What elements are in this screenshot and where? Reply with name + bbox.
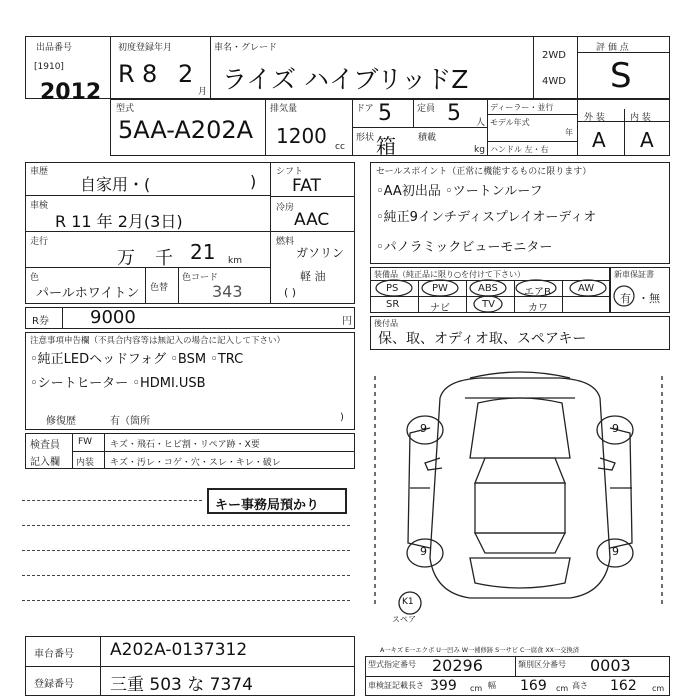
height-label: 高さ [572,681,588,690]
color-change-label: 色替 [150,283,169,293]
repair-label: 修復歴 [46,416,76,427]
color-code-label: 色コード [182,273,219,283]
wheel-mark-fr: 9 [612,422,619,435]
exterior-label: 外 装 [584,113,605,123]
type-label: 車歴 [30,167,49,177]
key-stamp [207,488,347,514]
mileage-label: 走行 [30,237,49,247]
equip-aw: AW [578,283,595,294]
wheel-mark-rl: 9 [420,545,427,558]
dealer-label: ディーラー・並行 [490,103,554,112]
recycle-box [25,307,355,329]
accessories-label: 後付品 [374,319,398,328]
spare-label: スペア [392,615,416,624]
type-designation-label: 型式指定番号 [368,660,416,669]
selling-label: セールスポイント（正常に機能するものに限ります） [376,167,592,177]
chassis-number: A202A-0137312 [110,640,248,660]
fw-label: FW [78,437,93,447]
month-unit: 月 [198,87,208,97]
km-unit: km [228,256,242,266]
category-number: 0003 [590,656,631,675]
equip-abs: ABS [478,283,498,294]
use-type: 自家用・( [80,175,151,194]
shift-value: FAT [292,176,321,196]
mileage-man: 万 [117,248,135,269]
recycle-unit: 円 [342,316,352,327]
recycle-label: R券 [32,316,49,327]
fuel-label: 燃料 [276,237,295,247]
capacity-label: 定員 [417,104,436,114]
notes-line1: ◦純正LEDヘッドフォグ ◦BSM ◦TRC [30,352,244,367]
inspector-label1: 検査員 [30,440,60,451]
interior-grade: A [640,128,654,152]
equipment-circles [370,267,670,313]
lot-label: 出品番号 [36,43,73,53]
warranty-yes: 有 [620,292,631,305]
shift-label: シフト [276,167,304,177]
model-year-label: モデル年式 [490,118,530,127]
width-label: 幅 [488,681,496,690]
equip-ps: PS [386,283,399,294]
selling-line3: ◦パノラミックビューモニター [376,240,553,255]
year-unit: 年 [565,128,573,137]
use-type-close: ) [250,172,257,191]
fuel-value: ガソリン [296,246,345,260]
person-unit: 人 [476,118,486,128]
lot-number: 2012 [40,80,102,105]
inspector-label2: 記入欄 [30,457,60,468]
equip-pw: PW [432,283,448,294]
length-label: 長さ [408,681,424,690]
plate-label: 登録番号 [34,679,74,690]
height-value: 162 [610,678,637,694]
equip-leather: カワ [528,303,548,314]
lot-code: [1910] [34,62,64,72]
repair-close: ) [340,412,344,423]
type-designation: 20296 [432,656,483,675]
equip-sr: SR [386,299,400,310]
inspection-label: 車検 [30,201,49,211]
equipment-label: 装備品（純正品に限り○を付けて下さい） [374,270,525,279]
era: R [118,60,135,88]
doors-label: ドア [356,104,374,114]
recycle-value: 9000 [90,307,136,328]
displacement: 1200 [276,124,327,148]
cooling-value: AAC [294,210,330,230]
equip-navi: ナビ [430,303,450,314]
dims-label: 車検証記載 [368,681,408,690]
exterior-grade: A [592,128,606,152]
newcar-label: 新車保証書 [614,270,654,279]
accessories-value: 保、取、オディオ取、スペアキー [378,331,587,347]
equip-tv: TV [482,299,495,310]
shape-label: 形状 [356,133,375,143]
car-name: ライズ ハイブリッドZ [222,65,469,94]
color-label: 色 [30,273,40,283]
fuel-alt: 軽 油 [300,270,326,283]
drive-2wd: 2WD [542,50,566,61]
interior-codes: キズ・汚レ・コゲ・穴・スレ・キレ・破レ [110,458,281,468]
interior-codes-label: 内装 [76,458,95,468]
selling-line1: ◦AA初出品 ◦ツートンルーフ [376,184,543,199]
car-diagram [370,358,670,633]
fuel-paren: ( ) [284,286,297,299]
reg-month: 2 [178,60,194,88]
capacity: 5 [447,101,461,126]
plate-number: 三重 503 な 7374 [110,675,253,695]
spare-mark: K1 [402,597,414,607]
displacement-label: 排気量 [270,104,298,114]
warranty-no: ・無 [638,292,660,305]
doors: 5 [378,101,392,126]
interior-label: 内 装 [630,113,651,123]
category-label: 類別区分番号 [518,660,566,669]
cooling-label: 冷房 [276,203,295,213]
wheel-mark-rr: 9 [612,545,619,558]
fw-codes: キズ・飛石・ヒビ割・リペア跡・X要 [110,440,260,450]
length-cm: cm [470,684,483,693]
key-stamp-text: キー事務局預かり [215,498,320,513]
drive-4wd: 4WD [542,76,566,87]
height-cm: cm [652,684,665,693]
grade-score: S [610,56,632,96]
equip-airbag: エアB [524,287,551,298]
handle-label: ハンドル 左・右 [490,145,549,154]
color-code: 343 [212,282,243,301]
inspection-date: R 11 年 2月(3日) [55,212,183,231]
repair-value: 有（箇所 [110,416,150,427]
model-label: 型式 [116,104,135,114]
width-value: 169 [520,678,547,694]
notes-label: 注意事項申告欄（不具合内容等は無記入の場合に記入して下さい） [30,336,286,346]
mileage-value: 21 [190,240,216,264]
notes-line2: ◦シートヒーター ◦HDMI.USB [30,376,206,391]
model-code: 5AA-A202A [118,116,254,144]
reg-year: 8 [142,60,158,88]
damage-legend: A一キズ E一エクボ U一凹み W一補修跡 S一サビ C一腐食 XX一交換済 [380,647,580,654]
length-value: 399 [430,678,457,694]
selling-line2: ◦純正9インチディスプレイオーディオ [376,210,597,225]
wheel-mark-fl: 9 [420,422,427,435]
chassis-label: 車台番号 [34,649,74,660]
shape: 箱 [376,134,396,158]
kg-unit: kg [474,145,485,155]
grade-label: 評 価 点 [596,43,629,53]
car-name-label: 車名・グレード [214,43,278,53]
color-name: パールホワイトン [36,286,140,301]
first-reg-label: 初度登録年月 [118,43,173,53]
load-label: 積載 [418,133,437,143]
width-cm: cm [556,684,569,693]
mileage-sen: 千 [155,248,173,269]
cc-unit: cc [335,142,345,152]
